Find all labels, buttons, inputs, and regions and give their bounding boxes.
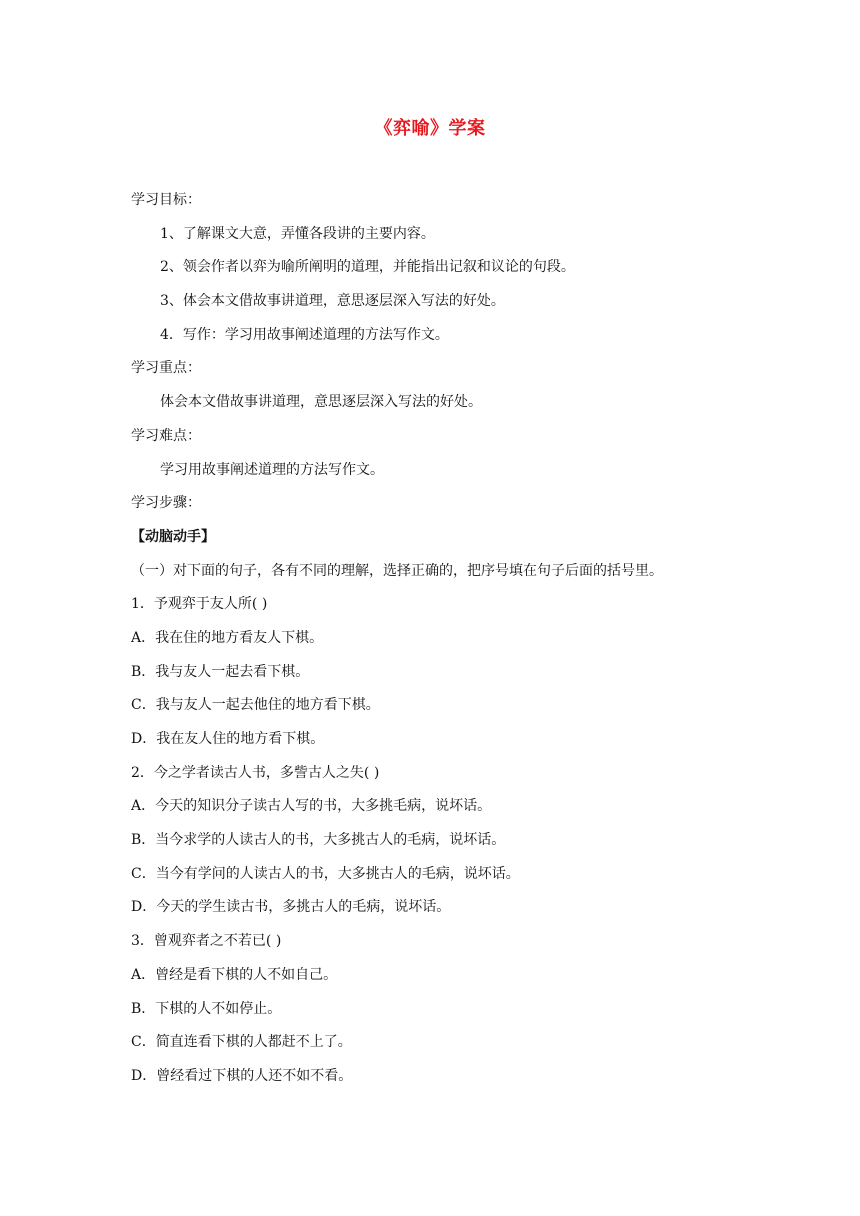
question-option: C．简直连看下棋的人都赶不上了。 <box>131 1034 352 1051</box>
objective-item: 1、了解课文大意，弄懂各段讲的主要内容。 <box>160 225 435 242</box>
question-option: A．我在住的地方看友人下棋。 <box>131 629 324 646</box>
objective-item: 4．写作：学习用故事阐述道理的方法写作文。 <box>160 326 449 343</box>
document-body <box>131 188 751 1098</box>
question-option: A．曾经是看下棋的人不如自己。 <box>131 966 338 983</box>
question-stem: 3．曾观弈者之不若已( ) <box>131 933 282 950</box>
question-option: D．我在友人住的地方看下棋。 <box>131 731 325 747</box>
activity-heading: 【动脑动手】 <box>131 528 215 545</box>
question-option: C．我与友人一起去他住的地方看下棋。 <box>131 697 380 714</box>
instruction-text: （一）对下面的句子，各有不同的理解，选择正确的，把序号填在句子后面的括号里。 <box>131 562 663 579</box>
key-heading: 学习重点： <box>131 360 201 377</box>
question-option: D．曾经看过下棋的人还不如不看。 <box>131 1067 353 1084</box>
question-option: D．今天的学生读古书，多挑古人的毛病，说坏话。 <box>131 899 451 916</box>
question-option: B．当今求学的人读古人的书，大多挑古人的毛病，说坏话。 <box>131 832 506 849</box>
question-option: B．下棋的人不如停止。 <box>131 1000 282 1017</box>
question-stem: 1．予观弈于友人所( ) <box>131 596 268 613</box>
objectives-heading: 学习目标： <box>131 192 201 208</box>
question-stem: 2．今之学者读古人书，多訾古人之失( ) <box>131 764 380 781</box>
question-option: A．今天的知识分子读古人写的书，大多挑毛病，说坏话。 <box>131 798 492 815</box>
key-point: 体会本文借故事讲道理，意思逐层深入写法的好处。 <box>160 394 482 411</box>
steps-heading: 学习步骤： <box>131 495 201 512</box>
question-option: B．我与友人一起去看下棋。 <box>131 663 310 680</box>
objective-item: 3、体会本文借故事讲道理，意思逐层深入写法的好处。 <box>160 293 505 310</box>
document-title: 《弈喻》学案 <box>374 118 486 139</box>
difficulty-heading: 学习难点： <box>131 427 201 444</box>
question-option: C．当今有学问的人读古人的书，大多挑古人的毛病，说坏话。 <box>131 865 520 882</box>
difficulty-point: 学习用故事阐述道理的方法写作文。 <box>160 461 384 478</box>
objective-item: 2、领会作者以弈为喻所阐明的道理，并能指出记叙和议论的句段。 <box>160 259 575 276</box>
